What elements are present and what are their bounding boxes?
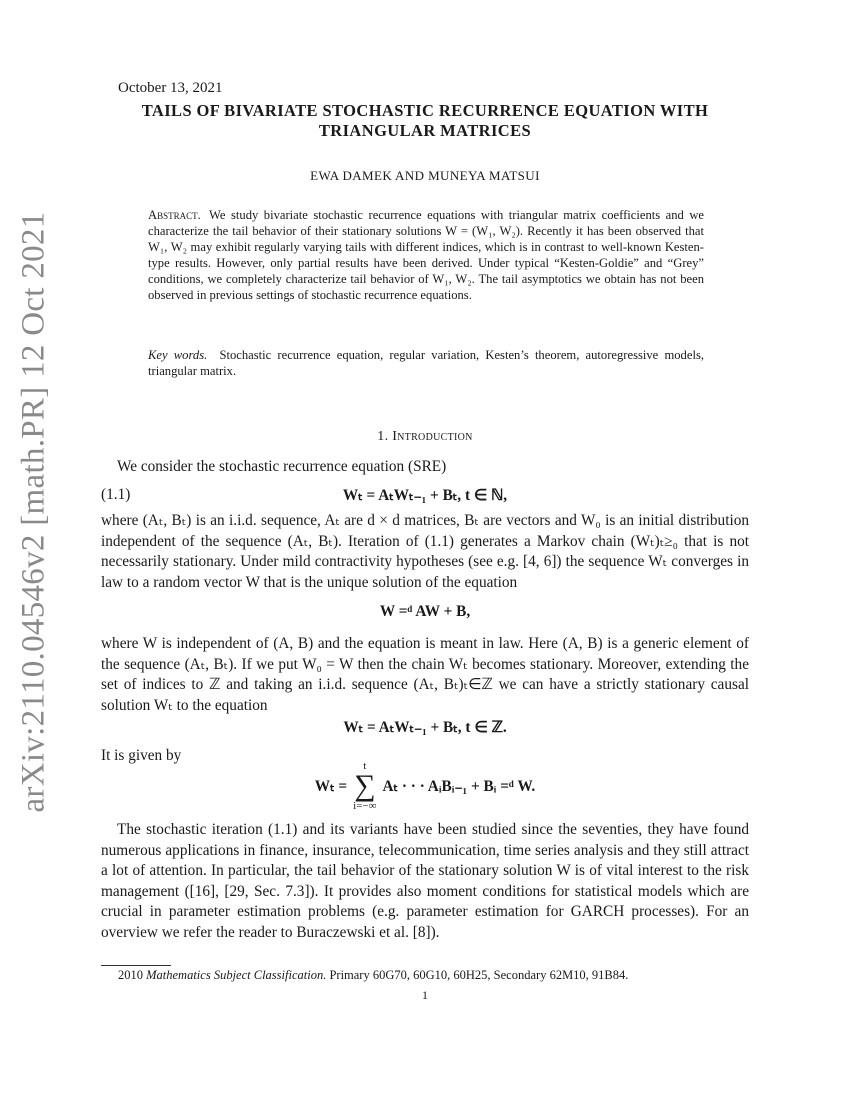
keywords [148, 347, 704, 379]
equation-3: Wₜ = AₜWₜ₋₁ + Bₜ, t ∈ ℤ. [343, 719, 507, 736]
page-number: 1 [422, 988, 428, 1002]
abstract-label: Abstract. [148, 208, 201, 222]
footnote-label: Mathematics Subject Classification. [146, 968, 327, 982]
equation-number: (1.1) [101, 486, 131, 503]
paper-title: TAILS OF BIVARIATE STOCHASTIC RECURRENCE EQUATION WITH TRIANGULAR MATRICES [141, 101, 709, 140]
footnote [118, 968, 758, 983]
authors: EWA DAMEK AND MUNEYA MATSUI [310, 168, 540, 183]
equation-1: Wₜ = AₜWₜ₋₁ + Bₜ, t ∈ ℕ, [342, 487, 508, 504]
equation-4-rhs: Aₜ · · · AᵢBᵢ₋₁ + Bᵢ =ᵈ W. [382, 777, 536, 795]
sigma-symbol: ∑ [354, 769, 376, 802]
date: October 13, 2021 [118, 80, 223, 96]
keywords-label: Key words. [148, 348, 208, 362]
paragraph-1: We consider the stochastic recurrence equation (SRE) [117, 458, 447, 475]
footnote-year: 2010 [118, 968, 143, 982]
keywords-text: Stochastic recurrence equation, regular variation, Kesten’s theorem, autoregressive models, triangular matrix. [148, 348, 704, 378]
equation-2: W =ᵈ AW + B, [379, 603, 471, 620]
paragraph-4: It is given by [101, 747, 182, 764]
arxiv-identifier [15, 211, 52, 813]
equation-4 [101, 760, 749, 812]
footnote-text: Primary 60G70, 60G10, 60H25, Secondary 62M10, 91B84. [329, 968, 629, 982]
abstract [148, 207, 704, 303]
arxiv-identifier-text: arXiv:2110.04546v2 [math.PR] 12 Oct 2021 [15, 211, 52, 813]
footnote-divider [101, 965, 171, 966]
summation-lower: i=−∞ [353, 800, 377, 812]
equation-4-lhs: Wₜ = [314, 777, 348, 795]
summation-upper: t [363, 760, 367, 772]
paragraph-5: The stochastic iteration (1.1) and its variants have been studied since the seventies, they have found numerous applications in finance, insurance, telecommunication, time series analysis and they still attract a lot of attention. In particular, the tail behavior of the stationary solution W is of vital interest to the risk management ([16], [29, Sec. 7.3]). It provides also moment conditions for statistical models which are crucial in parameter estimation problems (e.g. parameter estimation for GARCH processes). For an overview we refer the reader to Buraczewski et al. [8]). [101, 821, 749, 941]
abstract-text: We study bivariate stochastic recurrence equations with triangular matrix coefficients and we characterize the tail behavior of their stationary solutions W = (W₁, W₂). Recently it has been observed that W₁, W₂ may exhibit regularly varying tails with different indices, which is in contrast to well-known Kesten-type results. However, only partial results have been derived. Under typical “Kesten-Goldie” and “Grey” conditions, we completely characterize tail behavior of W₁, W₂. The tail asymptotics we obtain has not been observed in previous settings of stochastic recurrence equations. [148, 208, 705, 302]
paragraph-3: where W is independent of (A, B) and the equation is meant in law. Here (A, B) is a generic element of the sequence (Aₜ, Bₜ). If we put W₀ = W then the chain Wₜ becomes stationary. Moreover, extending the set of indices to ℤ and taking an i.i.d. sequence (Aₜ, Bₜ)ₜ∈ℤ we can have a strictly stationary causal solution Wₜ to the equation [101, 635, 749, 714]
summation-expression [315, 760, 535, 812]
paragraph-2: where (Aₜ, Bₜ) is an i.i.d. sequence, Aₜ are d × d matrices, Bₜ are vectors and W₀ is an initial distribution independent of the sequence (Aₜ, Bₜ). Iteration of (1.1) generates a Markov chain (Wₜ)ₜ≥₀ that is not necessarily stationary. Under mild contractivity hypotheses (see e.g. [4, 6]) the sequence Wₜ converges in law to a random vector W that is the unique solution of the equation [101, 512, 749, 591]
summation-operator [353, 760, 376, 812]
section-title: 1. Introduction [377, 429, 473, 444]
